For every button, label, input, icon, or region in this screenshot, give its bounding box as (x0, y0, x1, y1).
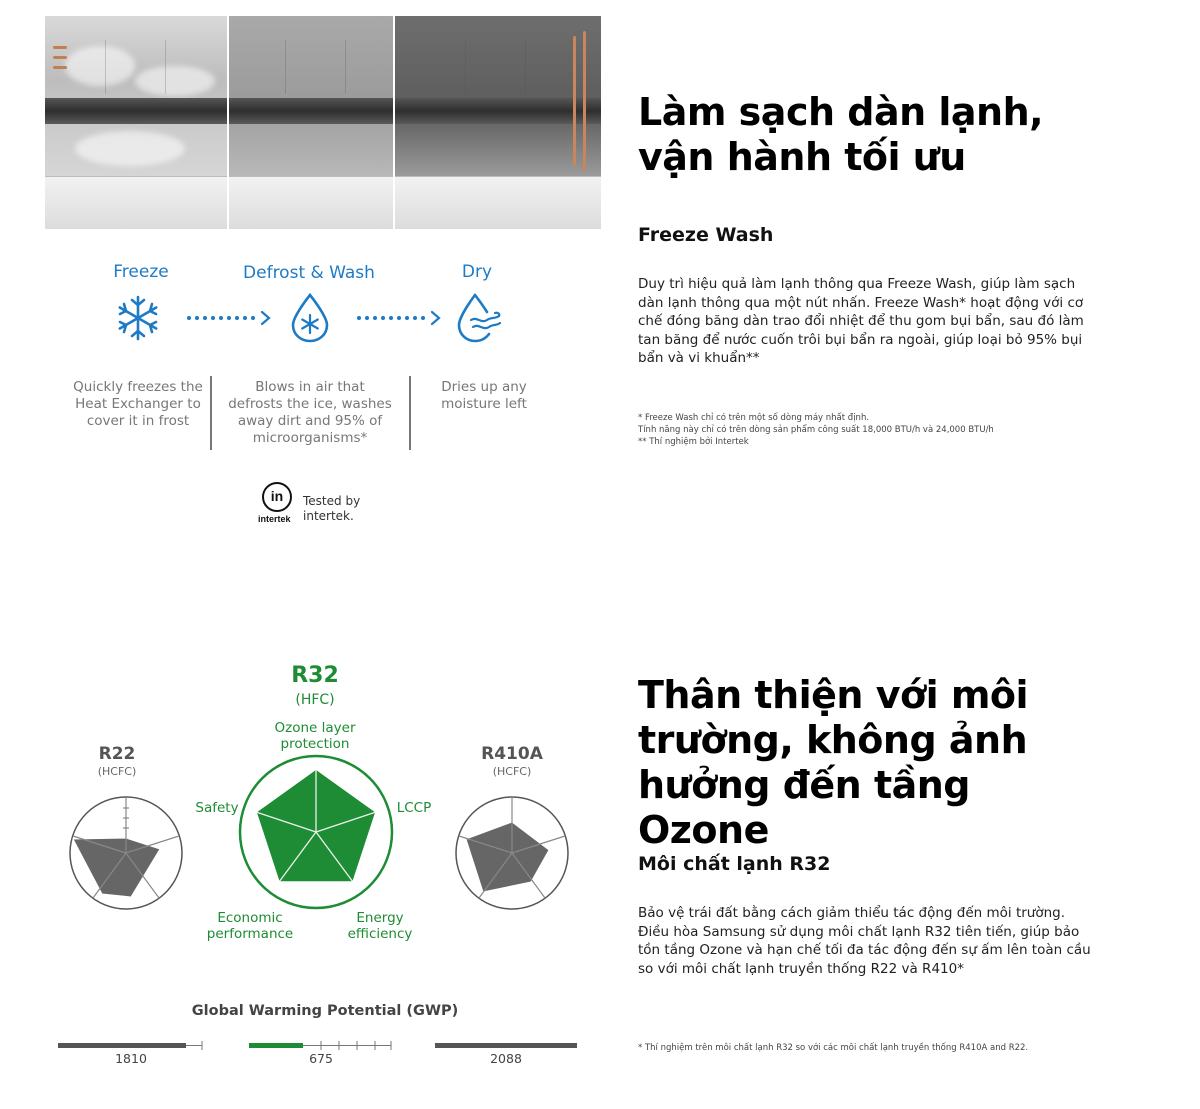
gwp-value-r32: 675 (309, 1051, 333, 1066)
copper-pipe (53, 56, 67, 59)
step-desc-defrost-wash: Blows in air that defrosts the ice, washes away dirt and 95% of microorganisms* (228, 379, 392, 446)
r22-label: R22 (98, 744, 136, 764)
copper-pipe (53, 46, 67, 49)
step-title-dry: Dry (461, 262, 493, 282)
coil-fin (525, 40, 526, 94)
step-desc-dry: Dries up any moisture left (441, 379, 527, 412)
water-drop-icon (289, 292, 331, 344)
freeze-wash-subhead: Freeze Wash (638, 224, 774, 246)
freeze-wash-photo (45, 16, 601, 229)
copper-pipe (583, 31, 586, 171)
intertek-badge (258, 482, 378, 526)
freeze-wash-footnotes (638, 412, 1098, 448)
snowflake-icon (114, 294, 162, 342)
axis-label-energy: Energy efficiency (347, 910, 413, 942)
refrigerant-body: Bảo vệ trái đất bằng cách giảm thiểu tác động đến môi trường. Điều hòa Samsung sử dụng môi chất lạnh R32 tiên tiến, giúp bảo tồn tầng Ozone và hạn chế tối đa tác động đến sự ấm lên toàn cầu so với môi chất lạnh truyền thống R22 và R410* (638, 905, 1091, 977)
panel-divider (393, 16, 395, 229)
gwp-value-r22: 1810 (115, 1051, 147, 1066)
refrigerant-subhead: Môi chất lạnh R32 (638, 853, 831, 875)
footnote-line: ** Thí nghiệm bởi Intertek (638, 437, 749, 447)
intertek-logo-word: intertek (258, 514, 291, 524)
intertek-logo-letters: in (270, 488, 284, 504)
freeze-wash-body: Duy trì hiệu quả làm lạnh thông qua Freeze Wash, giúp làm sạch dàn lạnh thông qua một nút nhấn. Freeze Wash* hoạt động với cơ chế đóng băng dàn trao đổi nhiệt để thu gom bụi bẩn, sau đó làm tan băng để nước cuốn trôi bụi bẩn ra ngoài, giúp loại bỏ 95% bụi bẩn và vi khuẩn** (638, 276, 1084, 366)
dry-wind-icon (455, 292, 503, 344)
freeze-wash-headline: Làm sạch dàn lạnh, vận hành tối ưu (638, 90, 1044, 179)
dotted-arrow-icon (186, 310, 272, 326)
coil-fin (345, 40, 346, 94)
r32-label: R32 (291, 663, 339, 688)
copper-pipe (53, 66, 67, 69)
axis-label-lccp: LCCP (396, 800, 432, 816)
intertek-caption (303, 494, 360, 524)
step-title-defrost-wash: Defrost & Wash (243, 263, 375, 283)
coil-fin (165, 40, 166, 94)
drain-tray (45, 176, 601, 229)
step-desc-freeze: Quickly freezes the Heat Exchanger to cover it in frost (73, 379, 203, 429)
r22-radar-chart (67, 794, 185, 912)
footnote-line: * Freeze Wash chỉ có trên một số dòng máy nhất định. (638, 413, 870, 423)
intertek-logo (262, 482, 292, 512)
r410a-type: (HCFC) (492, 765, 532, 778)
gwp-title: Global Warming Potential (GWP) (191, 1003, 459, 1019)
gwp-value-r410a: 2088 (490, 1051, 522, 1066)
axis-label-safety: Safety (195, 800, 239, 816)
step-separator (210, 376, 212, 450)
r32-type: (HFC) (295, 692, 335, 708)
copper-pipe (573, 36, 576, 166)
dotted-arrow-icon (356, 310, 442, 326)
refrigerant-headline: Thân thiện với môi trường, không ảnh hưởng đến tầng Ozone (638, 673, 1029, 852)
r410a-label: R410A (481, 744, 543, 764)
r22-type: (HCFC) (97, 765, 137, 778)
footnote-line: Tính năng này chỉ có trên dòng sản phẩm công suất 18,000 BTU/h và 24,000 BTU/h (638, 425, 994, 435)
intertek-caption-line2: intertek. (303, 509, 354, 523)
r410a-radar-chart (453, 794, 571, 912)
axis-label-economic: Economic performance (206, 910, 294, 942)
frost-patch (75, 131, 185, 166)
coil-fin (465, 40, 466, 94)
axis-label-ozone: Ozone layer protection (274, 720, 356, 752)
coil-bar (45, 98, 601, 124)
frost-patch (65, 46, 135, 86)
frost-patch (135, 66, 215, 96)
coil-fin (285, 40, 286, 94)
coil-fin (105, 40, 106, 94)
panel-divider (227, 16, 229, 229)
refrigerant-footnote: * Thí nghiệm trên môi chất lạnh R32 so với các môi chất lạnh truyền thống R410A and R22. (638, 1043, 1029, 1053)
r32-radar-chart (236, 752, 396, 912)
step-title-freeze: Freeze (113, 262, 169, 282)
intertek-caption-line1: Tested by (303, 494, 361, 508)
step-separator (409, 376, 411, 450)
